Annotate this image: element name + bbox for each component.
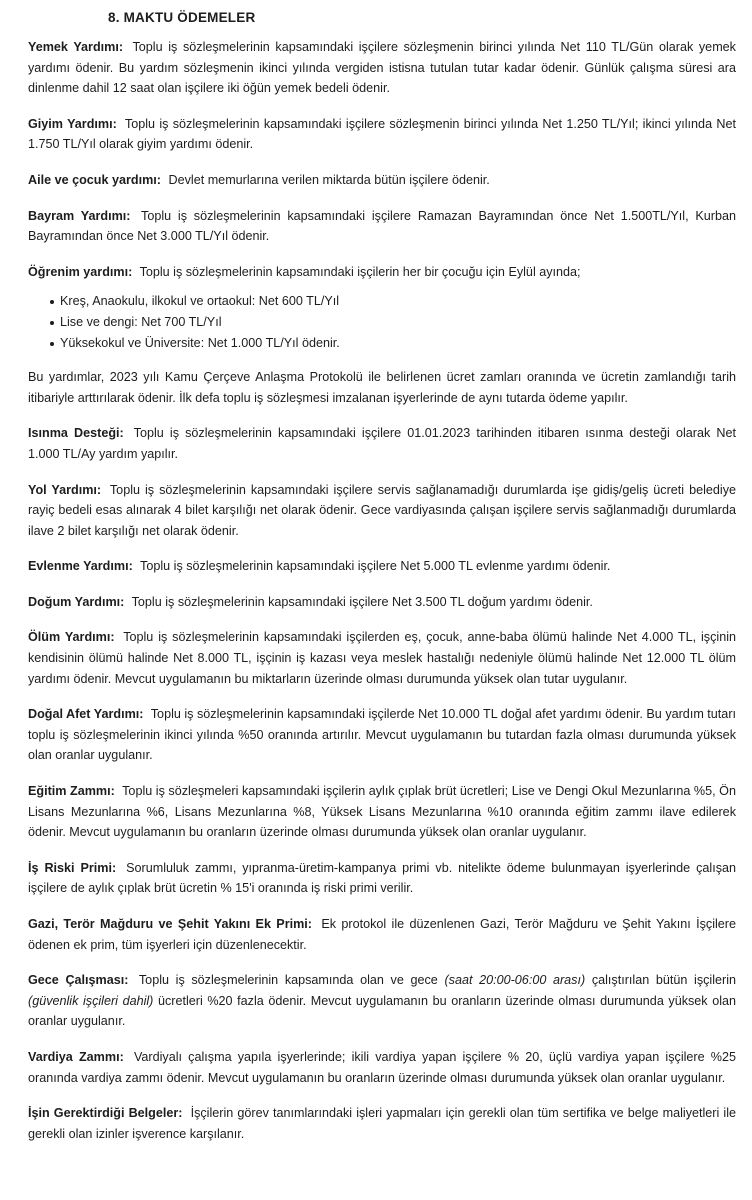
text-ogrenim-yardimi: Toplu iş sözleşmelerinin kapsamındaki işçilerin her bir çocuğu için Eylül ayında; xyxy=(139,264,581,279)
heading-bayram-yardimi: Bayram Yardımı: xyxy=(28,208,131,223)
section-title: 8. MAKTU ÖDEMELER xyxy=(108,10,256,25)
text-giyim-yardimi: Toplu iş sözleşmelerinin kapsamındaki işçilere sözleşmenin birinci yılında Net 1.250 TL/Yıl; ikinci yılında Net 1.750 TL/Yıl olarak giyim yardımı ödenir. xyxy=(28,116,736,152)
paragraph-aile-yardimi xyxy=(28,170,736,191)
text-gece-calismasi-2: çalıştırılan bütün işçilerin xyxy=(591,973,737,988)
text-gazi-ek-primi: Ek protokol ile düzenlenen Gazi, Terör Mağduru ve Şehit Yakını İşçilere ödenen ek prim, tüm işyerleri için düzenlenecektir. xyxy=(28,917,736,952)
paragraph-isinma-destegi xyxy=(28,423,736,464)
text-dogum-yardimi: Toplu iş sözleşmelerinin kapsamındaki işçilere Net 3.500 TL doğum yardımı ödenir. xyxy=(131,594,593,609)
paragraph-olum-yardimi xyxy=(28,627,736,689)
text-evlenme-yardimi: Toplu iş sözleşmelerinin kapsamındaki işçilere Net 5.000 TL evlenme yardımı ödenir. xyxy=(140,559,611,574)
text-isin-gerektirdigi-belgeler: İşçilerin görev tanımlarındaki işleri yapmaları için gerekli olan tüm sertifika ve belge maliyetleri ile gerekli olan izinler işverence karşılanır. xyxy=(28,1106,736,1141)
text-vardiya-zammi: Vardiyalı çalışma yapıla işyerlerinde; ikili vardiya yapan işçilere % 20, üçlü vardiya yapan işçilere %25 oranında vardiya zammı ödenir. Mevcut uygulamanın bu oranların üzerinde olması durumunda yüksek olan oranlar uygulanır. xyxy=(28,1049,736,1085)
paragraph-dogal-afet-yardimi xyxy=(28,704,736,766)
text-gece-guvenlik: (güvenlik işçileri dahil) xyxy=(28,993,154,1008)
heading-giyim-yardimi: Giyim Yardımı: xyxy=(28,116,117,131)
heading-isin-gerektirdigi-belgeler: İşin Gerektirdiği Belgeler: xyxy=(28,1106,183,1121)
paragraph-note xyxy=(28,367,736,408)
list-item: Kreş, Anaokulu, ilkokul ve ortaokul: Net 600 TL/Yıl xyxy=(50,291,736,312)
heading-dogal-afet-yardimi: Doğal Afet Yardımı: xyxy=(28,707,144,722)
paragraph-vardiya-zammi xyxy=(28,1047,736,1088)
heading-yol-yardimi: Yol Yardımı: xyxy=(28,482,102,497)
heading-ogrenim-yardimi: Öğrenim yardımı: xyxy=(28,264,133,279)
text-is-riski-primi: Sorumluluk zammı, yıpranma-üretim-kampanya primi vb. nitelikte ödeme bulunmayan işyerlerinde çalışan işçilere de aylık çıplak brüt ücretin % 15'i oranında iş riski primi verilir. xyxy=(28,860,736,896)
text-gece-saat: (saat 20:00-06:00 arası) xyxy=(444,973,586,988)
paragraph-bayram-yardimi xyxy=(28,206,736,247)
text-aile-yardimi: Devlet memurlarına verilen miktarda bütün işçilere ödenir. xyxy=(168,172,490,187)
text-gece-calismasi-1: Toplu iş sözleşmelerinin kapsamında olan ve gece xyxy=(138,973,438,988)
paragraph-gazi-ek-primi xyxy=(28,914,736,955)
heading-isinma-destegi: Isınma Desteği: xyxy=(28,426,124,441)
text-isinma-destegi: Toplu iş sözleşmelerinin kapsamındaki işçilere 01.01.2023 tarihinden itibaren ısınma desteği olarak Net 1.000 TL/Ay yardım yapılır. xyxy=(28,426,736,461)
paragraph-giyim-yardimi xyxy=(28,114,736,155)
text-note: Bu yardımlar, 2023 yılı Kamu Çerçeve Anlaşma Protokolü ile belirlenen ücret zamları oranında ve ücretin zamlandığı tarih itibariyle arttırılarak ödenir. İlk defa toplu iş sözleşmesi imzalanan işyerlerinde de aynı tutarda ödeme yapılır. xyxy=(28,370,736,405)
heading-evlenme-yardimi: Evlenme Yardımı: xyxy=(28,559,133,574)
paragraph-is-riski-primi xyxy=(28,858,736,899)
paragraph-evlenme-yardimi xyxy=(28,556,736,577)
heading-gazi-ek-primi: Gazi, Terör Mağduru ve Şehit Yakını Ek Primi: xyxy=(28,917,312,931)
heading-gece-calismasi: Gece Çalışması: xyxy=(28,973,129,988)
heading-egitim-zammi: Eğitim Zammı: xyxy=(28,784,115,799)
text-olum-yardimi: Toplu iş sözleşmelerinin kapsamındaki işçilerden eş, çocuk, anne-baba ölümü halinde Net 4.000 TL, işçinin kendisinin ölümü halinde Net 8.000 TL, işçinin iş kazası veya meslek hastalığı nedeniyle ölümü halinde Net 12.000 TL ölüm yardımı ödenir. Mevcut uygulamanın bu miktarların üzerinde olması durumunda yüksek olan tutar uygulanır. xyxy=(28,630,736,686)
text-gece-calismasi-3: ücretleri %20 fazla ödenir. Mevcut uygulamanın bu oranların üzerinde olması durumunda yüksek olan oranlar uygulanır. xyxy=(28,993,737,1029)
text-dogal-afet-yardimi: Toplu iş sözleşmelerinin kapsamındaki işçilerde Net 10.000 TL doğal afet yardımı ödenir. Bu yardım tutarı toplu iş sözleşmelerinin ikinci yılında %50 oranında artırılır. Mevcut uygulamanın bu tutardan fazla olması durumunda yüksek olan oranlar uygulanır. xyxy=(28,707,737,763)
paragraph-egitim-zammi xyxy=(28,781,736,843)
heading-dogum-yardimi: Doğum Yardımı: xyxy=(28,594,125,609)
paragraph-isin-gerektirdigi-belgeler xyxy=(28,1103,736,1144)
list-item: Yüksekokul ve Üniversite: Net 1.000 TL/Yıl ödenir. xyxy=(50,333,736,354)
paragraph-yemek-yardimi xyxy=(28,37,736,99)
text-egitim-zammi: Toplu iş sözleşmeleri kapsamındaki işçilerin aylık çıplak brüt ücretleri; Lise ve Dengi Okul Mezunlarına %5, Ön Lisans Mezunlarına %6, Lisans Mezunlarına %8, Yüksek Lisans Mezunlarına %10 oranında eğitim zammı ilave edilerek ödenir. Mevcut uygulamanın bu oranların üzerinde olması durumunda yüksek olan oranlar uygulanır. xyxy=(28,784,736,840)
paragraph-yol-yardimi xyxy=(28,480,736,542)
paragraph-dogum-yardimi xyxy=(28,592,736,613)
heading-vardiya-zammi: Vardiya Zammı: xyxy=(28,1049,124,1064)
text-bayram-yardimi: Toplu iş sözleşmelerinin kapsamındaki işçilere Ramazan Bayramından önce Net 1.500TL/Yıl, Kurban Bayramından önce Net 3.000 TL/Yıl ödenir. xyxy=(28,208,736,244)
heading-olum-yardimi: Ölüm Yardımı: xyxy=(28,630,115,645)
text-yemek-yardimi: Toplu iş sözleşmelerinin kapsamındaki işçilere sözleşmenin birinci yılında Net 110 TL/Gün olarak yemek yardımı ödenir. Bu yardım sözleşmenin ikinci yılında vergiden istisna tutulan tutar kadar ödenir. Günlük çalışma süresi ara dinlenme dahil 12 saat olan işçilere iki öğün yemek bedeli ödenir. xyxy=(28,40,736,96)
paragraph-gece-calismasi xyxy=(28,970,736,1032)
text-yol-yardimi: Toplu iş sözleşmelerinin kapsamındaki işçilere servis sağlanamadığı durumlarda işe gidiş/geliş ücreti belediye rayiç bedeli esas alınarak 4 bilet karşılığı net olarak ödenir. Gece vardiyasında çalışan işçilere servis sağlanmadığı durumlarda ilave 2 bilet karşılığı net olarak ödenir. xyxy=(28,482,736,538)
heading-yemek-yardimi: Yemek Yardımı: xyxy=(28,40,124,54)
heading-aile-yardimi: Aile ve çocuk yardımı: xyxy=(28,172,161,187)
list-item: Lise ve dengi: Net 700 TL/Yıl xyxy=(50,312,736,333)
heading-is-riski-primi: İş Riski Primi: xyxy=(28,860,117,875)
paragraph-ogrenim-yardimi xyxy=(28,262,736,283)
ogrenim-list xyxy=(28,291,736,353)
